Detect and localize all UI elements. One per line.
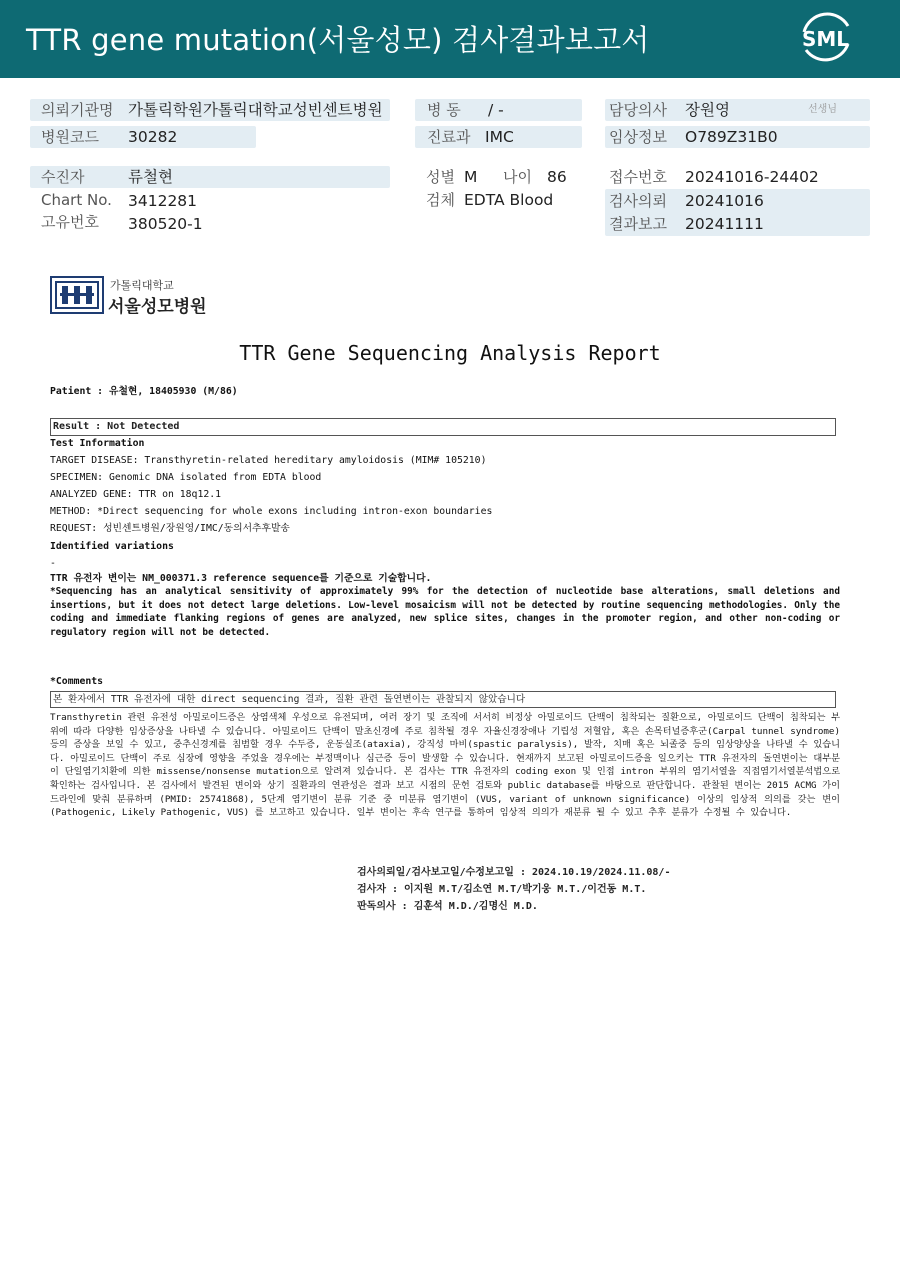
unique-label: 고유번호 [41,213,99,231]
comments-heading: *Comments [50,676,104,687]
patient-line: Patient : 유철현, 18405930 (M/86) [50,386,238,397]
page-title: TTR gene mutation(서울성모) 검사결과보고서 [26,23,650,57]
testers-line: 검사자 : 이지원 M.T/김소연 M.T/박기웅 M.T./이건동 M.T. [357,884,647,895]
request-date-label: 검사의뢰 [609,192,667,210]
sensitivity-note: *Sequencing has an analytical sensitivity of approximately 99% for the detection of nucleotide base alterations, small deletions and insertions, but it does not detect large deletions. Low-level mosaicism will not be detected by routine sequencing methodologies. Only the coding and immediate flanking regions of genes are analyzed, new splice sites, changes in the promoter region, and other non-coding or regulatory region will not be detected. [50,586,840,638]
test-info-heading: Test Information [50,438,145,449]
clinical-value: O789Z31B0 [685,128,778,146]
ward-value: / - [488,101,504,119]
doctor-label: 담당의사 [609,101,667,119]
specimen-value: EDTA Blood [464,191,554,209]
age-value: 86 [547,168,567,186]
dept-row [415,126,582,148]
receipt-value: 20241016-24402 [685,168,819,186]
supervisor-line: 판독의사 : 김훈석 M.D./김명신 M.D. [357,901,538,912]
request-line: REQUEST: 성빈센트병원/장원영/IMC/동의서추후발송 [50,523,290,534]
report-date-value: 20241111 [685,215,764,233]
ward-row [415,99,582,121]
doctor-row [605,99,870,121]
hospital-code-row [30,126,256,148]
receipt-label: 접수번호 [609,168,667,186]
clinical-label: 임상정보 [609,128,667,146]
hospital-code-value: 30282 [128,128,178,146]
sex-value: M [464,168,478,186]
specimen-label: 검체 [426,191,455,209]
hospital-code-label: 병원코드 [41,128,99,146]
sml-logo-icon [796,10,856,66]
dept-label: 진료과 [427,128,471,146]
ward-label: 병 동 [427,101,461,119]
dept-value: IMC [485,128,514,146]
reference-note: TTR 유전자 변이는 NM_000371.3 reference sequence를 기준으로 기술합니다. [50,573,432,584]
report-title: TTR Gene Sequencing Analysis Report [239,341,661,365]
hospital-name: 서울성모병원 [108,297,207,317]
report-date-label: 결과보고 [609,215,667,233]
target-disease: TARGET DISEASE: Transthyretin-related hereditary amyloidosis (MIM# 105210) [50,455,487,466]
patient-value: 류철현 [128,168,173,186]
header-bar [0,0,900,78]
sex-label: 성별 [426,168,455,186]
identified-value: - [50,558,56,569]
doctor-suffix: 선생님 [808,104,837,115]
result-box: Result : Not Detected [50,418,836,436]
analyzed-gene: ANALYZED GENE: TTR on 18q12.1 [50,489,222,500]
clinical-row [605,126,870,148]
dates-line: 검사의뢰일/검사보고일/수정보고일 : 2024.10.19/2024.11.08/- [357,867,671,878]
patient-row [30,166,390,188]
comment-body: Transthyretin 관련 유전성 아밀로이드증은 상염색체 우성으로 유전되며, 여러 장기 및 조직에 서서히 비정상 아밀로이드 단백이 침착되는 질환으로, 아밀로이드 단백이 침착되는 부위에 따라 다양한 임상증상을 나타낼 수 있습니다. 아밀로이드 단백이 말초신경에 주로 침착될 경우 자율신경장애나 기립성 저혈압, 혹은 손목터널증후군(Carpal tunnel syndrome) 등의 증상을 보일 수 있고, 중추신경계를 침범할 경우 수두증, 운동실조(ataxia), 강직성 마비(spastic paralysis), 발작, 치매 혹은 뇌졸중 등의 임상양상을 나타낼 수 있습니다. 아밀로이드 단백이 주로 심장에 영향을 주었을 경우에는 부정맥이나 심근증 등이 발생할 수 있습니다. 현재까지 보고된 아밀로이드증을 일으키는 TTR 유전자의 돌연변이는 대부분이 단일염기치환에 의한 missense/nonsense mutation으로 알려져 있습니다. 본 검사는 TTR 유전자의 coding exon 및 인접 intron 부위의 염기서열을 직접염기서열분석법으로 확인하는 검사입니다. 본 검사에서 발견된 변이와 상기 질환과의 연관성은 결과 보고 시점의 문헌 검토와 public database를 바탕으로 판단합니다. 관찰된 변이는 2015 ACMG 가이드라인에 맞춰 분류하며 (PMID: 25741868), 5단계 염기변이 분류 기준 중 미분류 염기변이 (VUS, variant of unknown significance) 이상의 임상적 의의를 갖는 변이 (Pathogenic, Likely Pathogenic, VUS) 를 보고하고 있습니다. 일부 변이는 후속 연구를 통하여 임상적 의의가 재분류 될 수 있고 추후 분류가 수정될 수 있습니다. [50,712,840,819]
chart-value: 3412281 [128,192,198,210]
doctor-value: 장원영 [685,101,730,119]
dates-block [605,189,870,236]
identified-heading: Identified variations [50,541,174,552]
specimen-line: SPECIMEN: Genomic DNA isolated from EDTA blood [50,472,322,483]
unique-value: 380520-1 [128,215,203,233]
requesting-org-label: 의뢰기관명 [41,101,114,119]
requesting-org-value: 가톨릭학원가톨릭대학교성빈센트병원 [128,101,383,119]
hospital-university: 가톨릭대학교 [110,279,174,292]
comment-box: 본 환자에서 TTR 유전자에 대한 direct sequencing 결과, 질환 관련 돌연변이는 관찰되지 않았습니다 [50,691,836,708]
method-line: METHOD: *Direct sequencing for whole exons including intron-exon boundaries [50,506,493,517]
request-date-value: 20241016 [685,192,764,210]
hospital-emblem-icon [50,276,104,314]
requesting-org-row [30,99,390,121]
patient-label: 수진자 [41,168,85,186]
logo-text: SML [802,27,850,51]
age-label: 나이 [503,168,532,186]
chart-label: Chart No. [41,191,112,209]
